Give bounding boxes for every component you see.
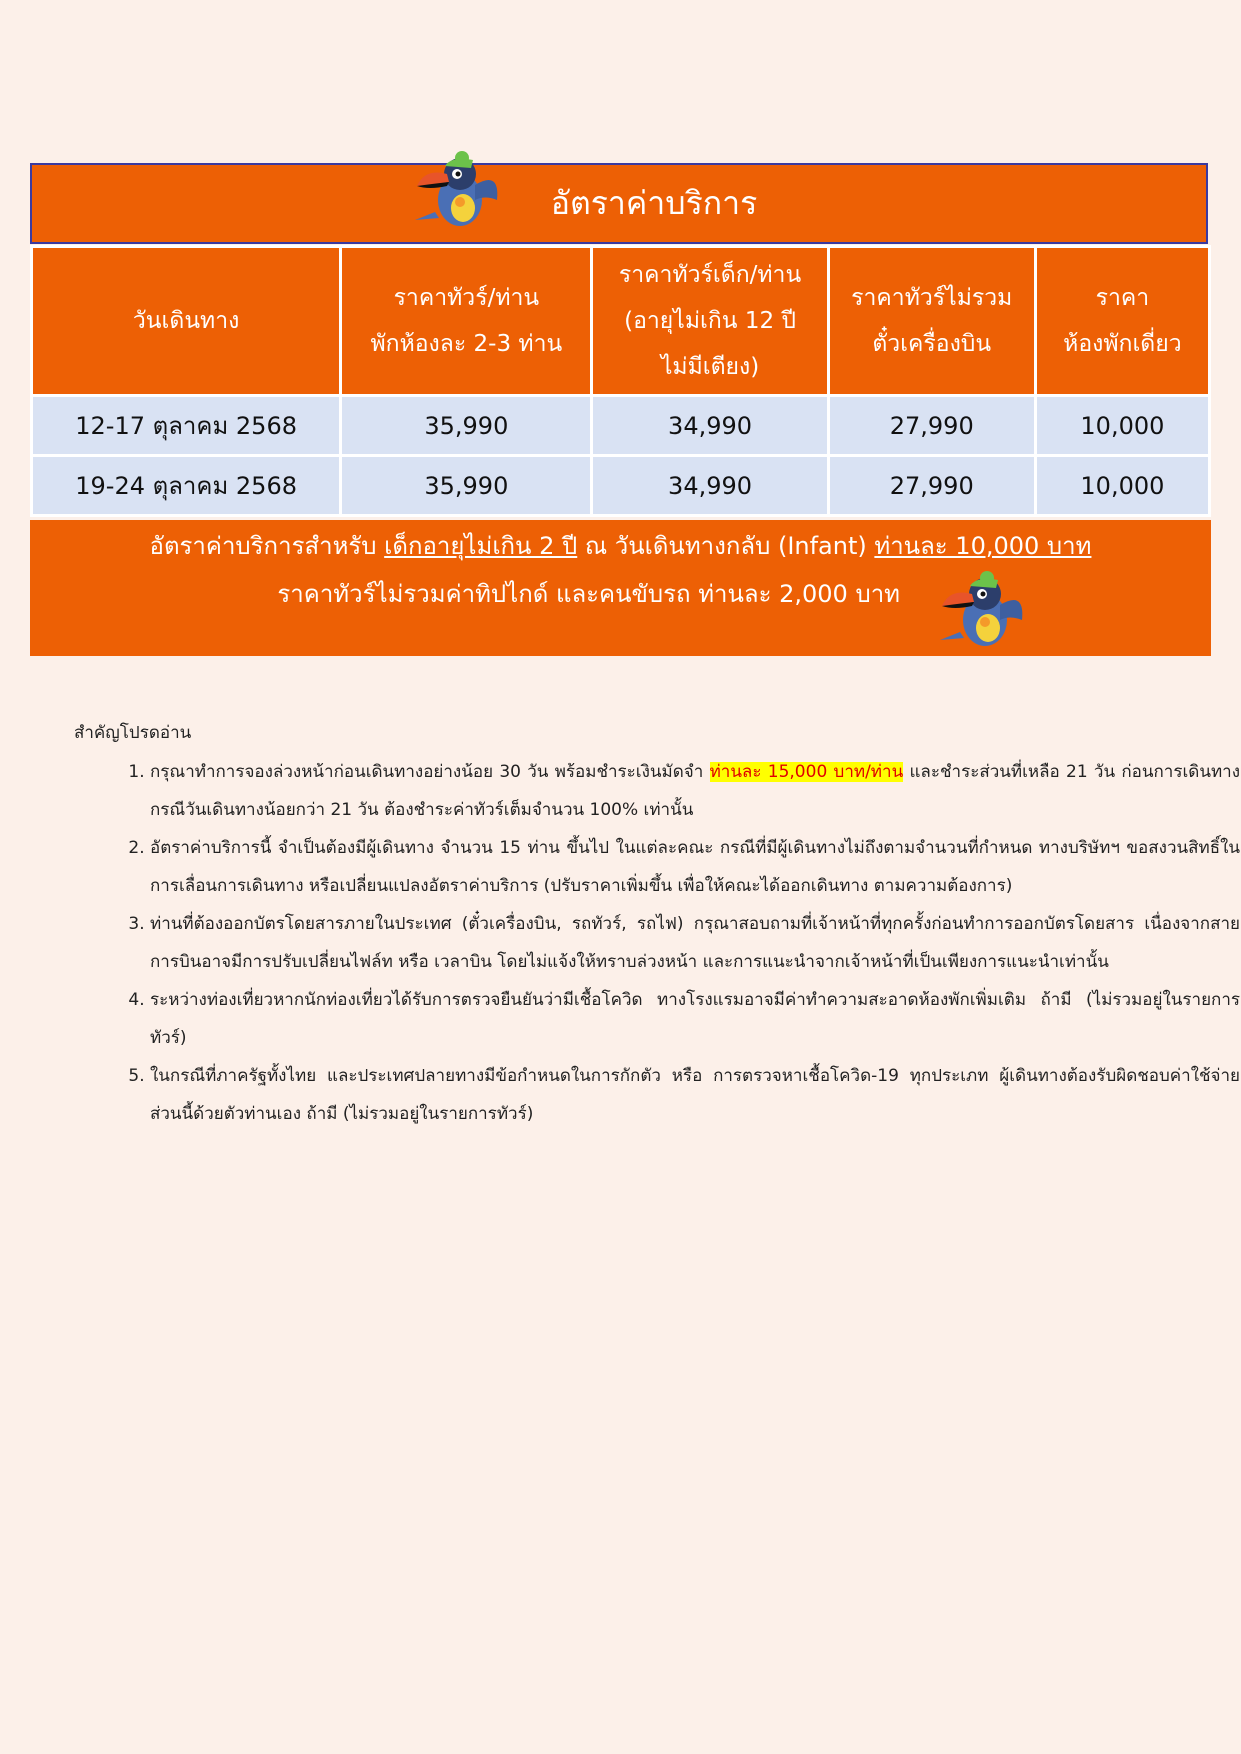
note-item: 2. อัตราค่าบริการนี้ จำเป็นต้องมีผู้เดินทาง จำนวน 15 ท่าน ขึ้นไป ในแต่ละคณะ กรณีที่มีผู้เดินทางไม่ถึงตามจำนวนที่กำหนด ทางบริษัทฯ ขอสงวนสิทธิ์ในการเลื่อนการเดินทาง หรือเปลี่ยนแปลงอัตราค่าบริการ (ปรับราคาเพิ่มขึ้น เพื่อให้คณะได้ออกเดินทาง ตามความต้องการ): [150, 829, 1240, 905]
infant-price-text: ท่านละ 10,000 บาท: [874, 532, 1092, 560]
cell-tour-price: 35,990: [341, 456, 592, 516]
table-row: [32, 456, 1210, 516]
note-item: [150, 753, 1240, 829]
header-text: (อายุไม่เกิน 12 ปี: [624, 308, 796, 334]
table-row: [32, 396, 1210, 456]
cell-child-price: 34,990: [592, 456, 828, 516]
page-title: อัตราค่าบริการ: [550, 184, 758, 222]
note-text: กรุณาทำการจองล่วงหน้าก่อนเดินทางอย่างน้อย 30 วัน พร้อมชำระเงินมัดจำ: [150, 762, 710, 782]
header-text: ราคาทัวร์ไม่รวม: [851, 285, 1013, 311]
note-item: 4. ระหว่างท่องเที่ยวหากนักท่องเที่ยวได้รับการตรวจยืนยันว่ามีเชื้อโควิด ทางโรงแรมอาจมีค่าทำความสะอาดห้องพักเพิ่มเติม ถ้ามี (ไม่รวมอยู่ในรายการทัวร์): [150, 981, 1240, 1057]
header-travel-date: [32, 247, 341, 396]
header-text: ราคาทัวร์เด็ก/ท่าน: [618, 262, 802, 288]
infant-text: ณ วันเดินทางกลับ (Infant): [577, 532, 875, 560]
cell-single-room: 10,000: [1035, 396, 1209, 456]
header-text: พักห้องละ 2-3 ท่าน: [370, 331, 563, 357]
toucan-mascot-icon: [930, 560, 1030, 660]
toucan-mascot-icon: [405, 140, 505, 240]
table-header-row: [32, 247, 1210, 396]
header-text: ไม่มีเตียง): [660, 354, 760, 380]
header-text: ราคา: [1095, 285, 1150, 311]
tip-price-line: ราคาทัวร์ไม่รวมค่าทิปไกด์ และคนขับรถ ท่านละ 2,000 บาท: [277, 580, 900, 608]
note-item: 3. ท่านที่ต้องออกบัตรโดยสารภายในประเทศ (ตั๋วเครื่องบิน, รถทัวร์, รถไฟ) กรุณาสอบถามที่เจ้าหน้าที่ทุกครั้งก่อนทำการออกบัตรโดยสาร เนื่องจากสายการบินอาจมีการปรับเปลี่ยนไฟล์ท หรือ เวลาบิน โดยไม่แจ้งให้ทราบล่วงหน้า และการแนะนำจากเจ้าหน้าที่เป็นเพียงการแนะนำเท่านั้น: [150, 905, 1240, 981]
header-text: ราคาทัวร์/ท่าน: [393, 285, 540, 311]
deposit-highlight: ท่านละ 15,000 บาท/ท่าน: [709, 762, 904, 782]
rate-title-bar: [30, 163, 1208, 244]
header-single-room: [1035, 247, 1209, 396]
infant-price-box: [30, 520, 1211, 656]
header-child-price: [592, 247, 828, 396]
note-item: 5. ในกรณีที่ภาครัฐทั้งไทย และประเทศปลายทางมีข้อกำหนดในการกักตัว หรือ การตรวจหาเชื้อโควิด-19 ทุกประเภท ผู้เดินทางต้องรับผิดชอบค่าใช้จ่ายส่วนนี้ด้วยตัวท่านเอง ถ้ามี (ไม่รวมอยู่ในรายการทัวร์): [150, 1057, 1240, 1133]
cell-child-price: 34,990: [592, 396, 828, 456]
header-no-ticket-price: [828, 247, 1035, 396]
note-text: และชำระส่วนที่เหลือ 21 วัน ก่อนการเดินทาง กรณีวันเดินทางน้อยกว่า 21 วัน ต้องชำระค่าทัวร์เต็มจำนวน 100% เท่านั้น: [150, 762, 1240, 820]
cell-travel-date: 12-17 ตุลาคม 2568: [32, 396, 341, 456]
infant-text: อัตราค่าบริการสำหรับ: [149, 532, 385, 560]
header-text: วันเดินทาง: [132, 308, 240, 334]
rates-table: [30, 245, 1211, 517]
cell-no-ticket-price: 27,990: [828, 456, 1035, 516]
cell-no-ticket-price: 27,990: [828, 396, 1035, 456]
header-text: ห้องพักเดี่ยว: [1063, 331, 1182, 357]
cell-travel-date: 19-24 ตุลาคม 2568: [32, 456, 341, 516]
cell-tour-price: 35,990: [341, 396, 592, 456]
header-text: ตั๋วเครื่องบิน: [872, 331, 992, 357]
infant-age-text: เด็กอายุไม่เกิน 2 ปี: [384, 532, 578, 560]
cell-single-room: 10,000: [1035, 456, 1209, 516]
notes-list: [74, 753, 1240, 1133]
header-tour-price: [341, 247, 592, 396]
infant-price-line: [30, 526, 1211, 565]
notes-title: สำคัญโปรดอ่าน: [74, 723, 192, 743]
